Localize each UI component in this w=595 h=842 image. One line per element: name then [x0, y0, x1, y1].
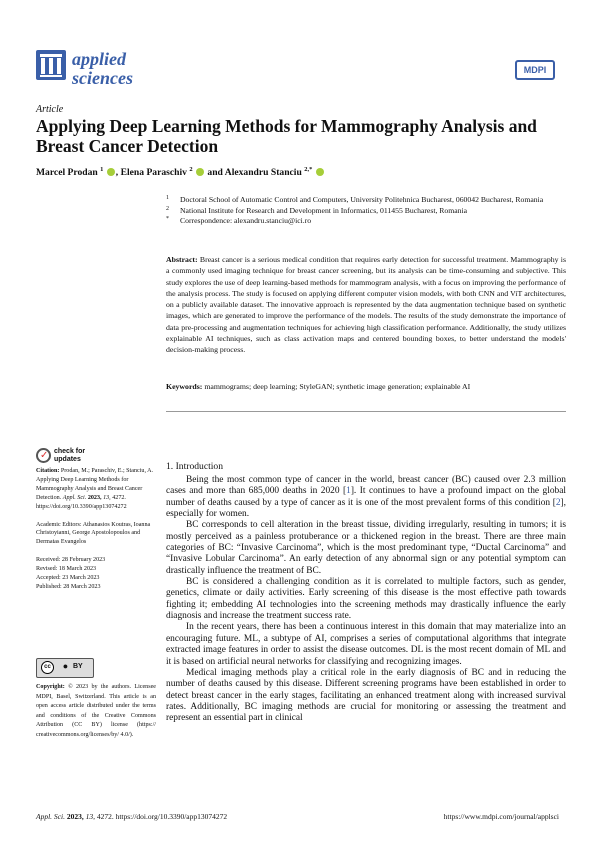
correspondence: [166, 216, 566, 227]
paragraph-text: ]. It continues to have a profound impact on the global number of deaths caused by a type of cancer as it is one of the most prevalent forms of this condition [: [166, 486, 566, 508]
footer-volume: 13,: [85, 812, 95, 821]
author-list: [36, 166, 325, 178]
paragraph: [166, 475, 566, 520]
author-affiliation-number: 1: [100, 166, 104, 173]
copyright-text: © 2023 by the authors. Licensee MDPI, Basel, Switzerland. This article is an open access article distributed under the terms and conditions of the Creative Commons Attribution (CC BY) license (https:// creativecommons.org/licenses/by/ 4.0/).: [36, 684, 156, 738]
footer-journal-url[interactable]: https://www.mdpi.com/journal/applsci: [443, 812, 559, 821]
keywords-label: Keywords:: [166, 382, 203, 391]
cc-circle: cc: [41, 661, 54, 674]
check-for-updates-icon[interactable]: ✓: [36, 448, 51, 463]
citation-label: Citation:: [36, 468, 60, 474]
mdpi-logo[interactable]: MDPI: [515, 60, 555, 80]
received-date: Received: 28 February 2023: [36, 557, 106, 564]
affiliation-text: Doctoral School of Automatic Control and Computers, University Politehnica Bucharest, 060042 Bucharest, Romania: [180, 195, 544, 204]
article-info-sidebar: [36, 467, 156, 592]
check-label-line2: updates: [54, 456, 81, 463]
citation-doi[interactable]: 4272. https://doi.org/10.3390/app13074272: [36, 494, 127, 510]
affiliation-item: [166, 195, 566, 206]
cc-by-license-icon[interactable]: cc ● BY: [36, 658, 94, 678]
section-heading: 1. Introduction: [166, 461, 224, 472]
author-name[interactable]: Elena Paraschiv: [120, 167, 187, 179]
footer-year: 2023,: [66, 812, 84, 821]
copyright: [36, 683, 156, 741]
cc-by: BY: [73, 663, 83, 670]
citation-year: 2023,: [87, 494, 102, 501]
citation-journal: Appl. Sci.: [62, 494, 87, 501]
orcid-icon[interactable]: [196, 168, 204, 176]
author-affiliation-number: 2: [189, 166, 193, 173]
footer-journal: Appl. Sci.: [36, 812, 65, 821]
affiliation-number: 1: [166, 195, 169, 201]
author-affiliation-number: 2,*: [304, 166, 313, 173]
affiliation-item: [166, 206, 566, 217]
check-label-line1: check for: [54, 448, 86, 455]
affiliation-text: National Institute for Research and Development in Informatics, 011455 Bucharest, Romania: [180, 205, 468, 215]
accepted-date: Accepted: 23 March 2023: [36, 575, 100, 582]
check-for-updates-label[interactable]: [54, 448, 85, 464]
orcid-icon[interactable]: [316, 168, 324, 176]
published-date: Published: 28 March 2023: [36, 583, 101, 590]
academic-editors: Academic Editors: Athanasios Koutras, Ioanna Christoyianni, George Apostolopoulos and Dermatas Evangelos: [36, 521, 151, 546]
revised-date: Revised: 18 March 2023: [36, 566, 97, 573]
reference-link[interactable]: 1: [346, 486, 351, 497]
footer-doi[interactable]: 4272. https://doi.org/10.3390/app13074272: [96, 812, 228, 821]
correspondence-text[interactable]: Correspondence: alexandru.stanciu@ici.ro: [180, 216, 312, 225]
author-name[interactable]: Marcel Prodan: [36, 167, 98, 179]
author-name[interactable]: Alexandru Stanciu: [224, 167, 302, 179]
citation-volume: 13,: [103, 494, 111, 501]
divider: [166, 411, 566, 412]
abstract: [166, 254, 566, 356]
citation-text: Prodan, M.; Paraschiv, E.; Stanciu, A. Applying Deep Learning Methods for Mammography Analysis and Breast Cancer Detection.: [36, 468, 154, 501]
keywords: [166, 381, 566, 392]
paragraph-text: ], especially for women.: [166, 497, 566, 520]
body-text: [166, 475, 566, 725]
journal-name[interactable]: [72, 50, 133, 88]
paragraph: BC is considered a challenging condition as it is correlated to multiple factors, such as gender, genetics, climate or daily activities. Early screening of this disease is the most effective path towards fighting it; embedding AI technologies into the screening methods may drastically influence the early diagnosis and increase the treatment success rate.: [166, 577, 566, 622]
paragraph: BC corresponds to cell alteration in the breast tissue, dividing irregularly, resulting in tumors; it is mostly perceived as a painless protuberance or a thickened region in the breast. There are three main categories of BC: “Invasive Carcinoma”, which is the most predominant type, “Ductal Carcinoma” and “Invasive Lobular Carcinoma”. An early detection of any abnormal sign or any potential symptom can drastically influence the treatment of BC.: [166, 520, 566, 576]
reference-link[interactable]: 2: [555, 497, 561, 508]
journal-logo-icon: [36, 50, 66, 80]
copyright-label: Copyright:: [36, 684, 65, 690]
author-separator: and: [205, 167, 225, 179]
citation: [36, 467, 156, 512]
footer-citation: [36, 812, 227, 821]
article-type: Article: [36, 104, 64, 115]
affiliation-number: *: [166, 216, 169, 222]
article-title: Applying Deep Learning Methods for Mammography Analysis and Breast Cancer Detection: [36, 116, 537, 156]
journal-name-line1: applied: [72, 49, 126, 69]
abstract-label: Abstract:: [166, 255, 198, 264]
paragraph: Medical imaging methods play a critical role in the early diagnosis of BC and in reducing the number of deaths caused by this disease. Different screening programs have been established in order to detect breast cancer in the early stages, facilitating an enhanced treatment along with increased survival rates. Additionally, BC imaging methods are crucial for monitoring or assessing the treatment and represent an essential part in clinical: [166, 667, 566, 724]
keywords-text: mammograms; deep learning; StyleGAN; synthetic image generation; explainable AI: [204, 382, 471, 391]
orcid-icon[interactable]: [107, 168, 115, 176]
paragraph-text: Being the most common type of cancer in the world, breast cancer (BC) caused over 2.3 million cases and more than 685,000 deaths in 2020 [: [166, 475, 566, 497]
abstract-text: Breast cancer is a serious medical condition that requires early detection for successful treatment. Mammography is a commonly used imaging technique for breast cancer screening, but its analysis can be time-consuming and subjective. This study explores the use of deep learning-based methods for mammogram analysis, with a focus on improving the performance of the analysis process. The study is focused on applying different computer vision models, with both CNN and ViT architectures, on a publicly available dataset. The innovative approach is represented by the data augmentation technique based on synthetic images, which are generated to improve the performance of the models. The results of the study demonstrate the importance of data pre-processing and augmentation techniques for achieving high classification performance. Additionally, the study utilizes explainable AI techniques, such as class activation maps and centered bounding boxes, to better understand the models' decision-making process.: [166, 255, 566, 355]
affiliation-number: 2: [166, 205, 169, 212]
affiliations: [166, 195, 566, 227]
author-separator: ,: [115, 167, 121, 179]
paragraph: In the recent years, there has been a continuous interest in this domain that may materialize into an encouraging future. ML, a subtype of AI, comprises a series of computational algorithms that integrate extracted image features in order to assist the disease outcomes. DL is the most recent domain of ML and it is based on artificial neural networks for classifying and recognizing images.: [166, 622, 566, 667]
journal-name-line2: sciences: [72, 68, 133, 88]
